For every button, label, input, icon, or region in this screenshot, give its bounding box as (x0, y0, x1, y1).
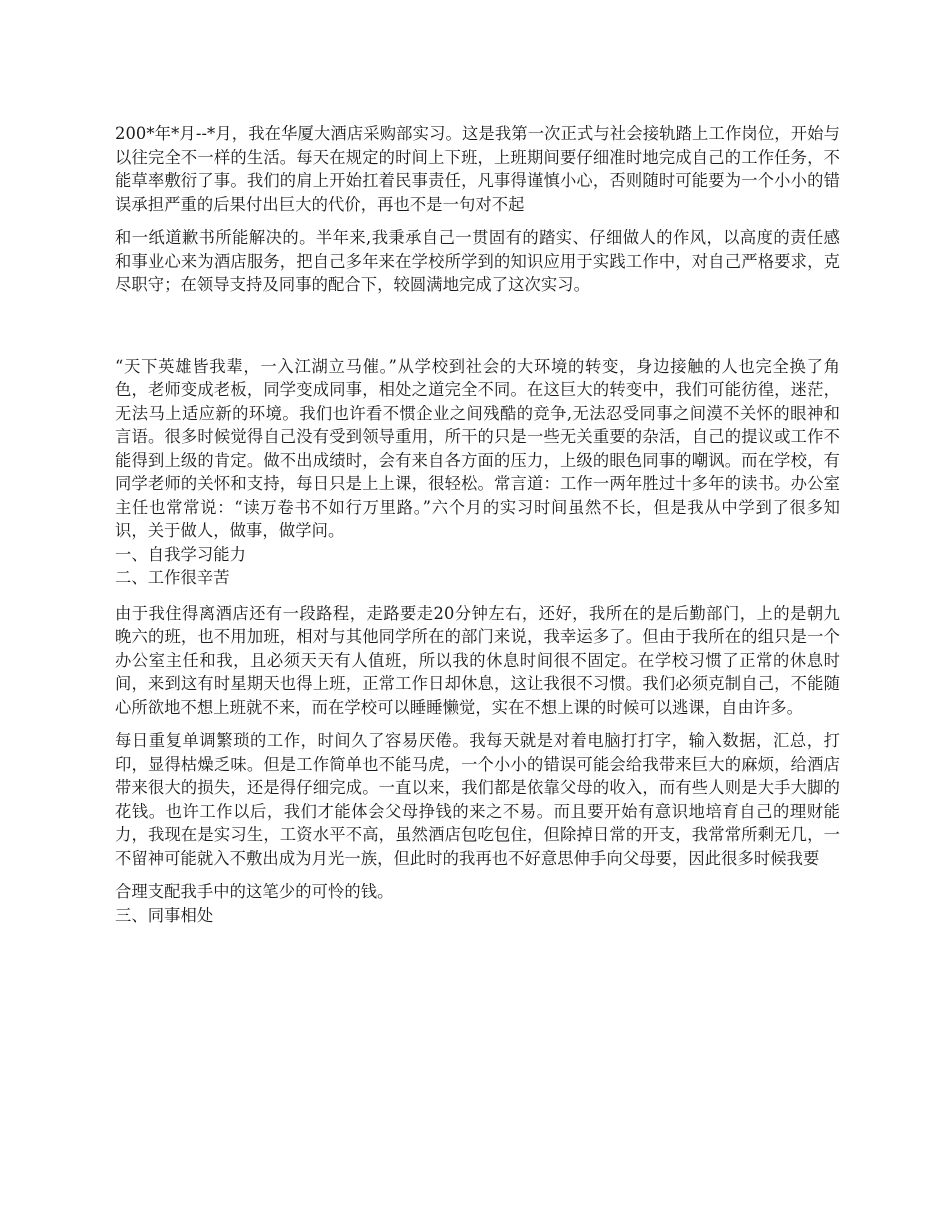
paragraph-routine-finance: 每日重复单调繁琐的工作，时间久了容易厌倦。我每天就是对着电脑打打字，输入数据，汇总，打印，显得枯燥乏味。但是工作简单也不能马虎，一个小小的错误可能会给我带来巨大的麻烦，给酒店带来很大的损失，还是得仔细完成。一直以来，我们都是依靠父母的收入，而有些人则是大手大脚的花钱。也许工作以后，我们才能体会父母挣钱的来之不易。而且要开始有意识地培育自己的理财能力，我现在是实习生，工资水平不高，虽然酒店包吃包住，但除掉日常的开支，我常常所剩无几，一不留神可能就入不敷出成为月光一族，但此时的我再也不好意思伸手向父母要，因此很多时候我要 (115, 731, 840, 868)
document-body (115, 122, 840, 927)
heading-colleagues: 三、同事相处 (115, 905, 214, 925)
paragraph-environment-change: “天下英雄皆我辈，一入江湖立马催。”从学校到社会的大环境的转变，身边接触的人也完全换了角色，老师变成老板，同学变成同事，相处之道完全不同。在这巨大的转变中，我们可能彷徨，迷茫，无法马上适应新的环境。我们也许看不惯企业之间残酷的竞争,无法忍受同事之间漠不关怀的眼神和言语。很多时候觉得自己没有受到领导重用，所干的只是一些无关重要的杂活，自己的提议或工作不能得到上级的肯定。做不出成绩时，会有来自各方面的压力，上级的眼色同事的嘲讽。而在学校，有同学老师的关怀和支持，每日只是上上课，很轻松。常言道：工作一两年胜过十多年的读书。办公室主任也常常说：“读万卷书不如行万里路。”六个月的实习时间虽然不长，但是我从中学到了很多知识，关于做人，做事，做学问。 (115, 356, 840, 540)
paragraph-internship-intro: 200*年*月--*月，我在华厦大酒店采购部实习。这是我第一次正式与社会接轨踏上工作岗位，开始与以往完全不一样的生活。每天在规定的时间上下班，上班期间要仔细准时地完成自己的工作任务，不能草率敷衍了事。我们的肩上开始扛着民事责任，凡事得谨慎小心，否则随时可能要为一个小小的错误承担严重的后果付出巨大的代价，再也不是一句对不起 (115, 124, 840, 214)
heading-hard-work: 二、工作很辛苦 (115, 568, 230, 587)
paragraph-internship-summary: 和一纸道歉书所能解决的。半年来,我秉承自己一贯固有的踏实、仔细做人的作风，以高度的责任感和事业心来为酒店服务，把自己多年来在学校所学到的知识应用于实践工作中，对自己严格要求，克尽职守；在领导支持及同事的配合下，较圆满地完成了这次实习。 (115, 228, 840, 294)
paragraph-money-management: 合理支配我手中的这笔少的可怜的钱。 (115, 882, 394, 901)
paragraph-commute-schedule: 由于我住得离酒店还有一段路程，走路要走20分钟左右，还好，我所在的是后勤部门，上的是朝九晚六的班，也不用加班，相对与其他同学所在的部门来说，我幸运多了。但由于我所在的组只是一个办公室主任和我，且必须天天有人值班，所以我的休息时间很不固定。在学校习惯了正常的休息时间，来到这有时星期天也得上班，正常工作日却休息，这让我很不习惯。我们必须克制自己，不能随心所欲地不想上班就不来，而在学校可以睡睡懒觉，实在不想上课的时候可以逃课，自由许多。 (115, 603, 840, 717)
heading-self-learning: 一、自我学习能力 (115, 544, 247, 564)
